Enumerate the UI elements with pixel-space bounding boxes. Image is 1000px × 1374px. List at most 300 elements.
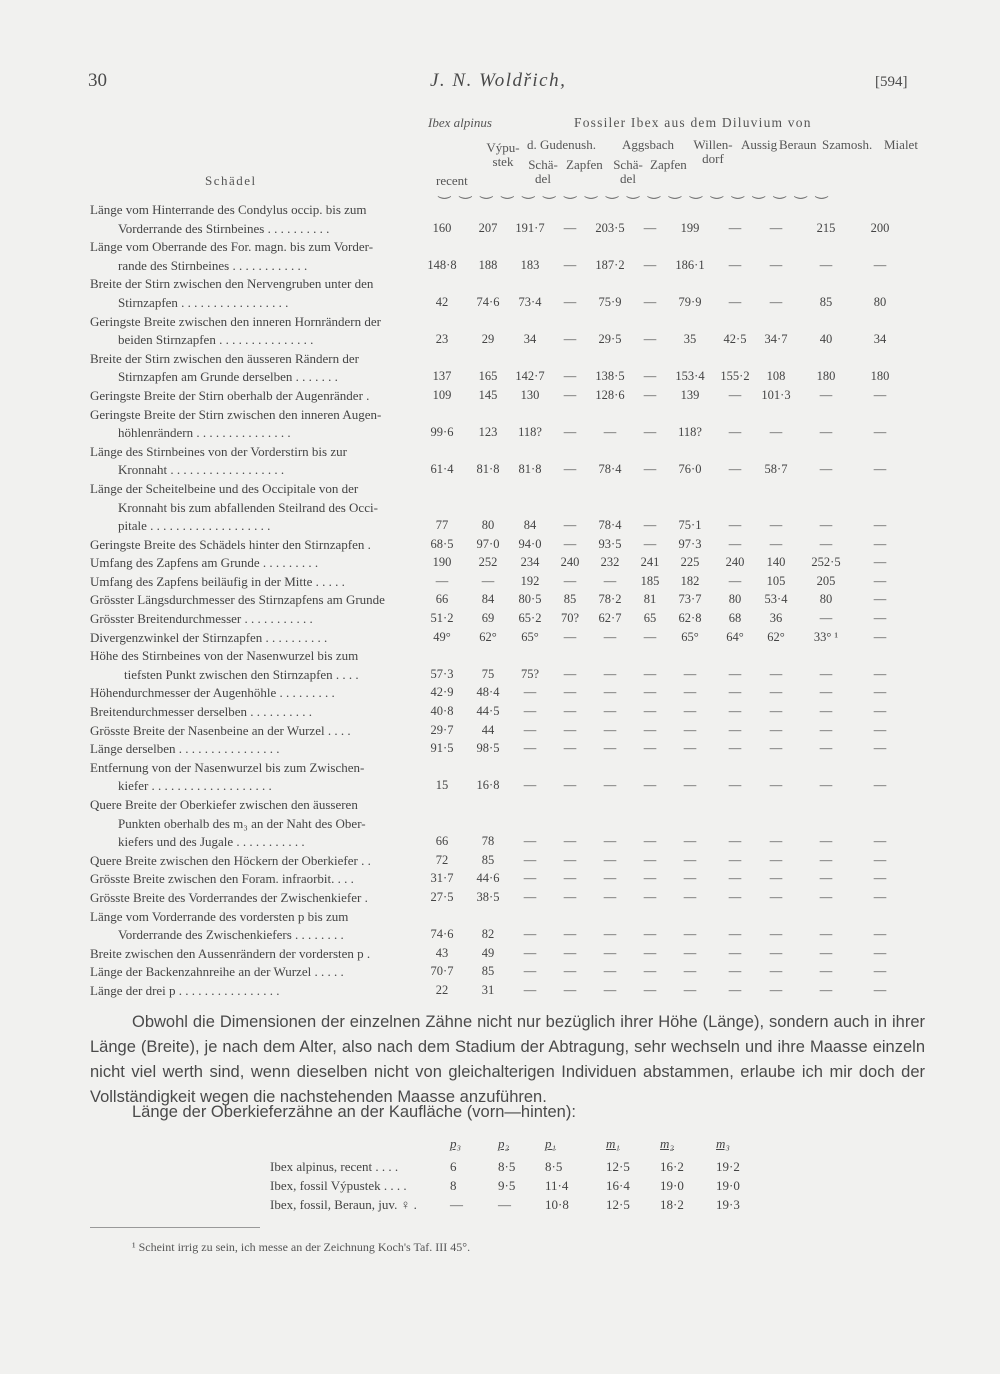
- table-cell: 199: [680, 220, 700, 235]
- table-cell: 33° ¹: [813, 629, 839, 644]
- table-row: [90, 646, 920, 665]
- table-cell: —: [769, 685, 783, 700]
- teeth-cell: 18·2: [660, 1197, 684, 1212]
- table-cell: —: [603, 964, 617, 979]
- table-row: [90, 925, 920, 944]
- table-cell: —: [728, 518, 742, 533]
- table-cell: 139: [680, 387, 700, 402]
- table-cell: —: [643, 294, 657, 309]
- table-cell: —: [643, 536, 657, 551]
- table-cell: —: [643, 462, 657, 477]
- table-cell: —: [819, 778, 833, 793]
- table-row: [90, 312, 920, 331]
- table-cell: 70?: [560, 611, 580, 626]
- table-cell: 35: [683, 332, 697, 347]
- table-cell: 153·4: [675, 369, 705, 384]
- table-cell: —: [819, 387, 833, 402]
- teeth-cell: 10·8: [545, 1197, 569, 1212]
- table-cell: 203·5: [595, 220, 625, 235]
- table-cell: 48·4: [476, 685, 500, 700]
- teeth-header: m₁: [606, 1136, 620, 1151]
- table-cell: —: [728, 704, 742, 719]
- table-cell: —: [563, 573, 577, 588]
- table-cell: 62°: [767, 629, 785, 644]
- table-cell: —: [643, 852, 657, 867]
- table-cell: —: [523, 722, 537, 737]
- table-cell: —: [563, 852, 577, 867]
- row-label: Grösster Breitendurchmesser . . . . . . . . . . .: [90, 611, 313, 627]
- table-cell: 205: [816, 573, 836, 588]
- table-cell: 62·8: [678, 611, 702, 626]
- table-cell: —: [819, 536, 833, 551]
- table-cell: 145: [478, 387, 498, 402]
- table-cell: —: [728, 927, 742, 942]
- table-cell: —: [643, 889, 657, 904]
- table-cell: —: [523, 685, 537, 700]
- table-cell: —: [728, 387, 742, 402]
- table-cell: 69: [481, 611, 495, 626]
- table-cell: 76·0: [678, 462, 702, 477]
- row-label: Breite der Stirn zwischen den Nervengruben unter den: [90, 276, 374, 292]
- table-cell: 138·5: [595, 369, 625, 384]
- table-row: [90, 349, 920, 368]
- table-cell: —: [728, 778, 742, 793]
- table-cell: 16·8: [476, 778, 500, 793]
- table-cell: 42·9: [430, 685, 454, 700]
- table-cell: —: [643, 741, 657, 756]
- table-cell: 43: [435, 945, 449, 960]
- row-label: Länge der drei p . . . . . . . . . . . . . . . .: [90, 982, 280, 998]
- table-row: [90, 776, 920, 795]
- table-cell: —: [643, 945, 657, 960]
- row-label: Länge des Stirnbeines von der Vorderstirn bis zur: [90, 443, 347, 459]
- table-row: [90, 516, 920, 535]
- row-label: rande des Stirnbeines . . . . . . . . . . . .: [118, 257, 308, 273]
- table-row: [90, 851, 920, 870]
- table-cell: —: [769, 834, 783, 849]
- table-cell: 185: [640, 573, 660, 588]
- row-label: Umfang des Zapfens am Grunde . . . . . . . . .: [90, 555, 319, 571]
- teeth-cell: —: [450, 1197, 463, 1212]
- table-cell: —: [873, 778, 887, 793]
- table-cell: —: [873, 611, 887, 626]
- table-cell: 240: [560, 555, 580, 570]
- table-cell: 191·7: [515, 220, 545, 235]
- table-cell: —: [873, 257, 887, 272]
- table-cell: —: [873, 927, 887, 942]
- table-cell: 118?: [518, 425, 542, 440]
- col-schaedel-2: Schä-del: [613, 157, 643, 186]
- table-cell: 42: [435, 294, 449, 309]
- col-ibex-alpinus: Ibex alpinus: [428, 115, 492, 130]
- table-cell: —: [873, 722, 887, 737]
- table-cell: 85: [563, 592, 577, 607]
- table-cell: —: [728, 982, 742, 997]
- table-cell: —: [769, 927, 783, 942]
- table-cell: —: [819, 741, 833, 756]
- table-row: [90, 609, 920, 628]
- table-cell: 187·2: [595, 257, 625, 272]
- table-cell: 252: [478, 555, 498, 570]
- table-row: [90, 758, 920, 777]
- table-cell: 61·4: [430, 462, 454, 477]
- table-cell: —: [769, 945, 783, 960]
- table-cell: 84: [523, 518, 537, 533]
- table-cell: 75?: [520, 666, 540, 681]
- table-cell: —: [603, 722, 617, 737]
- table-cell: —: [728, 834, 742, 849]
- row-label: Grösste Breite der Nasenbeine an der Wurzel . . . .: [90, 722, 351, 738]
- table-cell: —: [643, 722, 657, 737]
- teeth-row-label: Ibex, fossil, Beraun, juv. ♀ .: [270, 1197, 417, 1212]
- table-cell: —: [769, 964, 783, 979]
- table-cell: —: [603, 666, 617, 681]
- teeth-row-label: Ibex alpinus, recent . . . .: [270, 1159, 399, 1174]
- table-cell: —: [819, 518, 833, 533]
- table-cell: —: [643, 257, 657, 272]
- table-row: [90, 553, 920, 572]
- row-label: Breitendurchmesser derselben . . . . . . . . . .: [90, 704, 313, 720]
- table-row: [90, 981, 920, 1000]
- col-fossil-group: Fossiler Ibex aus dem Diluvium von: [574, 115, 812, 130]
- table-cell: 200: [870, 220, 890, 235]
- col-vypustek: Výpu-stek: [486, 140, 520, 169]
- table-cell: 190: [432, 555, 452, 570]
- table-cell: —: [728, 220, 742, 235]
- row-label: kiefer . . . . . . . . . . . . . . . . . . .: [118, 778, 272, 794]
- table-cell: —: [523, 871, 537, 886]
- teeth-cell: 19·0: [716, 1178, 740, 1193]
- row-label: Punkten oberhalb des m₃ an der Naht des Ober-: [118, 815, 366, 831]
- table-cell: 68·5: [430, 536, 454, 551]
- table-cell: —: [563, 927, 577, 942]
- table-row: [90, 795, 920, 814]
- table-cell: 183: [520, 257, 540, 272]
- table-cell: 34·7: [764, 332, 788, 347]
- table-cell: —: [481, 573, 495, 588]
- table-cell: 80: [481, 518, 495, 533]
- table-cell: 232: [600, 555, 620, 570]
- table-cell: —: [819, 964, 833, 979]
- table-cell: —: [563, 982, 577, 997]
- table-cell: —: [563, 518, 577, 533]
- footnote: ¹ Scheint irrig zu sein, ich messe an der Zeichnung Koch's Taf. III 45°.: [132, 1240, 471, 1254]
- col-zapfen-2: Zapfen: [650, 157, 687, 172]
- table-cell: 74·6: [476, 294, 500, 309]
- table-cell: 82: [481, 927, 495, 942]
- table-cell: —: [819, 982, 833, 997]
- table-cell: —: [728, 462, 742, 477]
- row-label: Quere Breite der Oberkiefer zwischen den äusseren: [90, 797, 358, 812]
- table-cell: —: [523, 741, 537, 756]
- table-cell: 215: [816, 220, 836, 235]
- col-schaedel-1: Schä-del: [528, 157, 558, 186]
- table-cell: —: [563, 629, 577, 644]
- table-cell: 40·8: [430, 704, 454, 719]
- table-cell: 29·7: [430, 722, 454, 737]
- table-cell: 15: [435, 778, 449, 793]
- table-cell: —: [873, 871, 887, 886]
- table-cell: —: [563, 685, 577, 700]
- table-cell: 66: [435, 834, 449, 849]
- row-label: Grösste Breite des Vorderrandes der Zwischenkiefer .: [90, 889, 368, 905]
- table-cell: 99·6: [430, 425, 454, 440]
- table-cell: 105: [766, 573, 786, 588]
- table-cell: 234: [520, 555, 540, 570]
- row-label: tiefsten Punkt zwischen den Stirnzapfen . . . .: [124, 666, 359, 682]
- table-cell: 40: [819, 332, 833, 347]
- page-reference: [594]: [875, 74, 908, 90]
- table-cell: —: [603, 871, 617, 886]
- table-cell: —: [873, 852, 887, 867]
- table-cell: —: [728, 945, 742, 960]
- col-szamosh: Szamosh.: [822, 137, 873, 152]
- table-cell: —: [523, 964, 537, 979]
- teeth-cell: 16·2: [660, 1159, 684, 1174]
- running-title: J. N. Woldřich,: [430, 70, 567, 91]
- table-row: [90, 405, 920, 424]
- teeth-header: p₂: [498, 1136, 510, 1151]
- table-row: [90, 832, 920, 851]
- table-row: [90, 479, 920, 498]
- table-cell: 81: [643, 592, 657, 607]
- teeth-cell: 8·5: [498, 1159, 516, 1174]
- table-cell: —: [819, 834, 833, 849]
- table-cell: —: [873, 536, 887, 551]
- table-cell: —: [769, 518, 783, 533]
- table-cell: —: [769, 666, 783, 681]
- table-cell: 94·0: [518, 536, 542, 551]
- header-underline: ⏝ ⏝ ⏝ ⏝ ⏝ ⏝ ⏝ ⏝ ⏝ ⏝ ⏝ ⏝ ⏝ ⏝ ⏝ ⏝ ⏝ ⏝ ⏝: [438, 184, 831, 199]
- row-label: Geringste Breite der Stirn zwischen den inneren Augen-: [90, 406, 382, 422]
- table-cell: —: [563, 704, 577, 719]
- teeth-header: p₃: [450, 1136, 462, 1151]
- measurement-table: [90, 200, 920, 1000]
- row-label: Höhendurchmesser der Augenhöhle . . . . . . . . .: [90, 685, 335, 701]
- table-cell: —: [435, 573, 449, 588]
- table-cell: 93·5: [598, 536, 622, 551]
- table-cell: —: [728, 536, 742, 551]
- table-cell: —: [873, 982, 887, 997]
- table-cell: —: [728, 889, 742, 904]
- table-cell: —: [643, 964, 657, 979]
- teeth-cell: 11·4: [545, 1178, 569, 1193]
- table-cell: 81·8: [476, 462, 500, 477]
- table-cell: —: [643, 685, 657, 700]
- table-cell: 27·5: [430, 889, 454, 904]
- table-cell: —: [603, 852, 617, 867]
- table-cell: —: [728, 573, 742, 588]
- table-cell: 65·2: [518, 611, 542, 626]
- table-row: [90, 293, 920, 312]
- row-label: Geringste Breite der Stirn oberhalb der Augenränder .: [90, 387, 370, 403]
- table-cell: —: [603, 834, 617, 849]
- table-cell: —: [563, 945, 577, 960]
- table-cell: 165: [478, 369, 498, 384]
- table-cell: —: [873, 834, 887, 849]
- teeth-cell: 9·5: [498, 1178, 516, 1193]
- table-cell: —: [873, 555, 887, 570]
- table-cell: 85: [481, 852, 495, 867]
- table-row: [90, 200, 920, 219]
- table-cell: —: [683, 834, 697, 849]
- table-cell: 77: [435, 518, 449, 533]
- table-cell: —: [683, 704, 697, 719]
- table-cell: 49: [481, 945, 495, 960]
- table-cell: 79·9: [678, 294, 702, 309]
- table-cell: 65: [643, 611, 657, 626]
- table-cell: 78·4: [598, 462, 622, 477]
- table-cell: 72: [435, 852, 449, 867]
- table-cell: —: [643, 332, 657, 347]
- table-cell: —: [769, 722, 783, 737]
- table-cell: —: [603, 778, 617, 793]
- table-cell: —: [603, 927, 617, 942]
- table-cell: 73·7: [678, 592, 702, 607]
- table-cell: —: [523, 945, 537, 960]
- table-cell: —: [563, 834, 577, 849]
- table-cell: —: [819, 257, 833, 272]
- table-cell: —: [683, 982, 697, 997]
- table-cell: —: [873, 425, 887, 440]
- body-paragraph: Obwohl die Dimensionen der einzelnen Zähne nicht nur bezüglich ihrer Höhe (Länge), sondern auch in ihrer Länge (Breite), je nach dem Alter, also nach dem Stadium der Abtragung, sehr wechseln und ihre Maasse einzeln nicht viel werth sind, wenn dieselben nicht von gleichalterigen Individuen abstammen, erlaube ich mir doch der Vollständigkeit wegen die nachstehenden Maasse anzuführen.: [90, 1013, 925, 1106]
- table-cell: 241: [640, 555, 660, 570]
- table-row: [90, 572, 920, 591]
- table-cell: 34: [523, 332, 537, 347]
- teeth-cell: 19·0: [660, 1178, 684, 1193]
- table-row: [90, 907, 920, 926]
- table-cell: —: [643, 982, 657, 997]
- row-label: Höhe des Stirnbeines von der Nasenwurzel bis zum: [90, 648, 359, 664]
- table-cell: 22: [435, 982, 449, 997]
- teeth-header: m₂: [660, 1136, 674, 1151]
- table-cell: —: [563, 778, 577, 793]
- table-cell: 31·7: [430, 871, 454, 886]
- table-cell: 186·1: [675, 257, 705, 272]
- table-cell: 80: [819, 592, 833, 607]
- row-label: Quere Breite zwischen den Höckern der Oberkiefer . .: [90, 852, 371, 868]
- row-label: Länge vom Hinterrande des Condylus occip. bis zum: [90, 202, 367, 217]
- table-cell: —: [769, 536, 783, 551]
- table-cell: —: [643, 927, 657, 942]
- table-cell: —: [563, 257, 577, 272]
- table-cell: 73·4: [518, 294, 542, 309]
- table-cell: 123: [478, 425, 498, 440]
- table-cell: 44: [481, 722, 495, 737]
- table-cell: 62°: [479, 629, 497, 644]
- table-cell: —: [819, 945, 833, 960]
- table-cell: —: [819, 871, 833, 886]
- table-cell: 240: [725, 555, 745, 570]
- table-cell: —: [563, 722, 577, 737]
- table-cell: —: [728, 871, 742, 886]
- col-aussig: Aussig: [741, 137, 778, 152]
- table-cell: —: [563, 425, 577, 440]
- table-row: [90, 442, 920, 461]
- col-recent: recent: [436, 173, 468, 188]
- table-cell: —: [523, 927, 537, 942]
- row-label: Länge der Scheitelbeine und des Occipitale von der: [90, 480, 359, 496]
- col-gudenush: d. Gudenush.: [527, 137, 596, 152]
- row-label: pitale . . . . . . . . . . . . . . . . . . .: [118, 518, 271, 534]
- table-cell: —: [603, 889, 617, 904]
- table-cell: 49°: [433, 629, 451, 644]
- table-cell: 78·2: [598, 592, 622, 607]
- table-cell: —: [819, 852, 833, 867]
- table-cell: —: [643, 387, 657, 402]
- table-cell: 75·9: [598, 294, 622, 309]
- table-cell: —: [643, 220, 657, 235]
- section-label: Schädel: [205, 173, 257, 188]
- teeth-row-label: Ibex, fossil Výpustek . . . .: [270, 1178, 407, 1193]
- table-cell: —: [643, 369, 657, 384]
- table-cell: —: [819, 611, 833, 626]
- table-cell: —: [563, 387, 577, 402]
- table-cell: —: [873, 704, 887, 719]
- table-cell: 62·7: [598, 611, 622, 626]
- table-cell: 80: [873, 294, 887, 309]
- footnote-divider: [90, 1227, 260, 1228]
- row-label: Länge vom Vorderrande des vordersten p bis zum: [90, 908, 349, 924]
- table-row: [90, 628, 920, 647]
- table-cell: —: [643, 871, 657, 886]
- table-cell: —: [683, 871, 697, 886]
- table-cell: —: [683, 722, 697, 737]
- table-cell: 130: [520, 387, 540, 402]
- teeth-cell: 8: [450, 1178, 457, 1193]
- table-cell: 128·6: [595, 387, 625, 402]
- table-row: [90, 739, 920, 758]
- table-cell: 84: [481, 592, 495, 607]
- table-row: [90, 460, 920, 479]
- table-cell: —: [603, 685, 617, 700]
- teeth-cell: 12·5: [606, 1197, 630, 1212]
- table-cell: 81·8: [518, 462, 542, 477]
- table-cell: 31: [481, 982, 495, 997]
- table-cell: —: [643, 834, 657, 849]
- table-row: [90, 367, 920, 386]
- row-label: Vorderrande des Stirnbeines . . . . . . . . . .: [118, 220, 330, 236]
- table-cell: 85: [481, 964, 495, 979]
- teeth-cell: 12·5: [606, 1159, 630, 1174]
- table-row: [90, 702, 920, 721]
- table-cell: —: [643, 425, 657, 440]
- table-cell: —: [728, 722, 742, 737]
- table-row: [90, 498, 920, 517]
- table-cell: —: [563, 332, 577, 347]
- table-cell: 58·7: [764, 462, 788, 477]
- table-cell: —: [683, 927, 697, 942]
- table-cell: —: [523, 704, 537, 719]
- table-cell: —: [873, 685, 887, 700]
- col-beraun: Beraun: [779, 137, 817, 152]
- table-cell: 252·5: [811, 555, 841, 570]
- teeth-header: m₃: [716, 1136, 730, 1151]
- table-row: [90, 869, 920, 888]
- table-row: [90, 274, 920, 293]
- row-label: Geringste Breite zwischen den inneren Hornrändern der: [90, 313, 381, 329]
- table-cell: 140: [766, 555, 786, 570]
- teeth-cell: —: [498, 1197, 511, 1212]
- table-cell: 65°: [521, 629, 539, 644]
- table-cell: 66: [435, 592, 449, 607]
- teeth-subheading: Länge der Oberkieferzähne an der Kaufläche (vorn—hinten):: [132, 1103, 576, 1121]
- table-row: [90, 944, 920, 963]
- table-cell: 29: [481, 332, 495, 347]
- table-cell: 57·3: [430, 666, 454, 681]
- table-cell: 23: [435, 332, 449, 347]
- table-cell: 118?: [678, 425, 702, 440]
